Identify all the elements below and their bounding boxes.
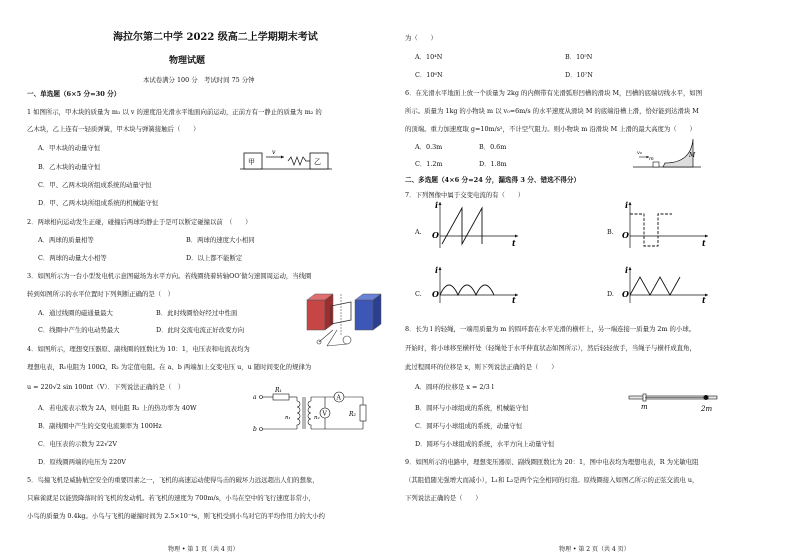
q4-fig-n1: n₁ bbox=[285, 415, 291, 421]
q4-fig-b: b bbox=[253, 426, 257, 433]
q6-fig-m: m bbox=[649, 156, 654, 162]
q8-option-c: C．圆环与小球组成的系统，动量守恒 bbox=[415, 422, 523, 430]
exam-info: 本试卷满分 100 分 考试时间 75 分钟 bbox=[143, 76, 255, 84]
section-2-heading: 二、多选题（4×6 分=24 分，漏选得 3 分、错选不得分） bbox=[405, 176, 581, 184]
q4-line2: 理想电表，R₁电阻为 100Ω，R₂ 为定值电阻。在 a、b 两端加上交变电压 u，u 随时间变化的规律为 bbox=[27, 363, 312, 371]
q7c-axis-t: t bbox=[512, 295, 516, 305]
q6-figure bbox=[633, 135, 703, 171]
q1-line1: 1 如图所示，甲木块的质量为 m₁ 以 v 的速度沿光滑水平地面向前运动，正前方有一静止的质量为 m₂ 的 bbox=[27, 108, 322, 116]
q7-graph-b bbox=[622, 200, 712, 250]
q8-option-d: D．圆环与小球组成的系统，水平方向上动量守恒 bbox=[415, 440, 555, 448]
q5-option-c: C．10⁶N bbox=[415, 71, 443, 79]
q4-fig-a: a bbox=[253, 394, 257, 401]
q7-graph-a bbox=[432, 200, 522, 250]
q5-option-d: D．10⁷N bbox=[565, 71, 593, 79]
q7a-axis-o: O bbox=[432, 230, 439, 240]
q6-line2: 所示。质量为 1kg 的小物块 m 以 v₀=6m/s 的水平速度从滑块 M 的底端沿槽上滑，恰好能到达滑块 M bbox=[405, 107, 699, 115]
q7-label-c: C. bbox=[415, 290, 422, 298]
q8-option-a: A．圆环的位移是 x = 2/3 l bbox=[415, 383, 494, 391]
q1-option-b: B．乙木块的动量守恒 bbox=[38, 163, 101, 171]
q1-fig-yi: 乙 bbox=[314, 158, 321, 166]
q4-fig-r1: R₁ bbox=[275, 387, 282, 394]
q4-option-b: B．副线圈中产生的交变电流频率为 100Hz bbox=[38, 422, 162, 430]
q7a-axis-t: t bbox=[512, 238, 516, 248]
q6-option-d: D．1.8m bbox=[479, 160, 507, 168]
q1-option-a: A．甲木块的动量守恒 bbox=[38, 144, 101, 152]
q4-line1: 4．如图所示，理想变压器原、副线圈的匝数比为 10：1，电压表和电流表均为 bbox=[27, 345, 250, 353]
q8-fig-m: m bbox=[641, 403, 648, 411]
q5-line2: 只麻雀就足以能毁降落时的飞机的发动机。若飞机的速度为 700m/s，小鸟在空中的飞行速度非常小， bbox=[27, 494, 315, 502]
page-2-footer: 物理 • 第 2 页（共 4 页） bbox=[559, 546, 630, 553]
q7-graph-d bbox=[622, 265, 712, 305]
q5-option-a: A．10⁴N bbox=[415, 53, 443, 61]
q6-fig-M: M bbox=[689, 152, 696, 159]
q3-option-c: C．线圈中产生的电动势最大 bbox=[38, 326, 120, 334]
q7c-axis-i: i bbox=[435, 265, 439, 275]
page-2 bbox=[397, 0, 794, 560]
q8-figure bbox=[627, 390, 722, 420]
q6-line3: 的顶端。重力加速度取 g=10m/s²，不计空气阻力。则小物块 m 沿滑块 M 上滑的最大高度为（ ） bbox=[405, 125, 696, 133]
q7b-axis-o: O bbox=[622, 230, 629, 240]
q1-fig-jia: 甲 bbox=[248, 158, 255, 166]
q8-line2: 开始时，将小球移至横杆处（轻绳处于水平伸直状态如图所示），然后轻轻放手，当绳子与横杆成直角， bbox=[405, 344, 696, 352]
q2-line1: 2．两球相向运动发生正碰，碰撞后两球均静止于是可以断定碰撞以前 （ ） bbox=[27, 218, 252, 226]
q1-fig-v: v bbox=[272, 149, 276, 156]
page-1-footer: 物理 • 第 1 页（共 4 页） bbox=[168, 546, 239, 553]
q9-line3: 下列说法正确的是（ ） bbox=[405, 494, 482, 502]
q4-fig-ammeter: A bbox=[336, 394, 341, 402]
q8-line1: 8．长为 l 的轻绳，一端用质量为 m 的圆环套在水平光滑的横杆上，另一端连接一质量为 2m 的小球。 bbox=[405, 325, 696, 333]
q7-label-d: D. bbox=[607, 290, 614, 298]
q2-option-d: D．以上都不能断定 bbox=[186, 254, 243, 262]
q4-option-c: C．电压表的示数为 22√2V bbox=[38, 440, 117, 448]
q5-line3: 小鸟的质量为 0.4kg。小鸟与飞机的碰撞时间为 2.5×10⁻⁴s，则飞机受到小鸟对它的平均作用力的大小约 bbox=[27, 512, 325, 520]
q2-option-b: B．两球的速度大小相同 bbox=[186, 236, 255, 244]
q6-fig-v0: v₀ bbox=[637, 150, 642, 156]
q5-option-b: B．10⁵N bbox=[565, 53, 593, 61]
q5-continuation: 为（ ） bbox=[405, 34, 437, 42]
q6-option-b: B．0.6m bbox=[479, 143, 507, 151]
q4-option-a: A．若电流表示数为 2A，则电阻 R₂ 上的热功率为 40W bbox=[38, 404, 197, 412]
q1-option-d: D．甲、乙两木块所组成系统的机械能守恒 bbox=[38, 199, 159, 207]
section-1-heading: 一、单选题（6×5 分=30 分） bbox=[27, 90, 121, 98]
q3-line1: 3．如图所示为一台小型发电机示意图磁场为水平方向。若线圈绕着转轴OO′做匀速圆周运动，当线圈 bbox=[27, 272, 312, 280]
exam-title: 海拉尔第二中学 2022 级高二上学期期末考试 bbox=[113, 32, 318, 43]
q9-line2: （其阻值随光强增大而减小），L₁和 L₂是两个完全相同的灯泡。原线圈接入如图乙所示的正弦交流电 u， bbox=[405, 476, 699, 484]
q6-option-c: C．1.2m bbox=[415, 160, 443, 168]
q3-line2: 转到如图所示的水平位置时下列判断正确的是（ ） bbox=[27, 290, 174, 298]
q7d-axis-i: i bbox=[625, 265, 629, 275]
q6-option-a: A．0.3m bbox=[415, 143, 443, 151]
q7a-axis-i: i bbox=[435, 200, 439, 210]
q1-option-c: C．甲、乙两木块所组成系统的动量守恒 bbox=[38, 181, 152, 189]
q7d-axis-t: t bbox=[702, 295, 706, 305]
q4-line3: u = 220√2 sin 100πt（V）．下列说法正确的是（ ） bbox=[27, 383, 185, 391]
q7d-axis-o: O bbox=[622, 289, 629, 299]
q1-figure bbox=[240, 145, 340, 173]
q1-line2: 乙木块，乙上连有一轻质弹簧，甲木块与弹簧接触后（ ） bbox=[27, 125, 200, 133]
q3-generator-figure bbox=[303, 290, 383, 350]
q4-fig-n2: n₂ bbox=[314, 415, 320, 421]
subject-title: 物理试题 bbox=[169, 56, 206, 66]
q9-line1: 9．如图所示的电路中，理想变压器原、副线圈匝数比为 20：1，图中电表均为理想电表，R 为光敏电阻 bbox=[405, 458, 699, 466]
q4-fig-voltmeter: V bbox=[322, 410, 327, 418]
q8-fig-2m: 2m bbox=[701, 405, 713, 413]
q7-label-a: A. bbox=[415, 228, 422, 236]
q8-line3: 此过程圆环的位移是 x，则下列说法正确的是（ ） bbox=[405, 363, 558, 371]
q7c-axis-o: O bbox=[432, 289, 439, 299]
q4-fig-r2: R₂ bbox=[349, 411, 356, 418]
q3-option-d: D．此时交流电流正好改变方向 bbox=[156, 326, 245, 334]
q6-line1: 6．在光滑水平地面上放一个质量为 2kg 的内侧带有光滑弧形凹槽的滑块 M，凹槽的底端切线水平，如图 bbox=[405, 89, 703, 97]
q2-option-a: A．两球的质量相等 bbox=[38, 236, 94, 244]
q7-graph-c bbox=[432, 265, 522, 305]
q7b-axis-t: t bbox=[702, 238, 706, 248]
q5-line1: 5．鸟撞飞机是威胁航空安全的重要因素之一，飞机的高速运动使得鸟击的破坏力远远超出人们的想象， bbox=[27, 476, 319, 484]
q8-option-b: B．圆环与小球组成的系统，机械能守恒 bbox=[415, 404, 529, 412]
q7b-axis-i: i bbox=[625, 200, 629, 210]
q7-line1: 7．下列图像中属于交变电流的有（ ） bbox=[405, 191, 525, 199]
q3-option-a: A．通过线圈的磁通量最大 bbox=[38, 309, 113, 317]
q4-transformer-figure bbox=[253, 385, 368, 445]
q4-option-d: D．原线圈两端的电压为 220V bbox=[38, 458, 126, 466]
q3-option-b: B．此时线圈恰好经过中性面 bbox=[156, 309, 238, 317]
q2-option-c: C．两球的动量大小相等 bbox=[38, 254, 107, 262]
q7-label-b: B. bbox=[607, 228, 614, 236]
